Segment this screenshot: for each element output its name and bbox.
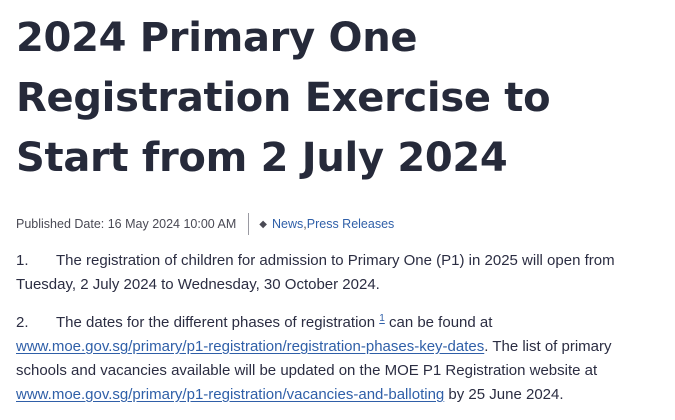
article bbox=[16, 8, 666, 407]
article-meta bbox=[16, 213, 666, 235]
tag-separator: , bbox=[303, 217, 307, 231]
paragraph-2 bbox=[16, 311, 666, 407]
tag-icon: ◆ bbox=[259, 218, 267, 230]
paragraph-text: . The list of primary schools and vacancies available will be updated on the MOE P1 Registration website at bbox=[16, 338, 612, 379]
page-title: 2024 Primary One Registration Exercise to Start from 2 July 2024 bbox=[16, 15, 551, 181]
paragraph-text: The registration of children for admission to Primary One (P1) in 2025 will open from Tuesday, 2 July 2024 to Wednesday, 30 October 2024. bbox=[16, 252, 615, 293]
paragraph-text: The dates for the different phases of registration bbox=[56, 314, 380, 331]
paragraph-1 bbox=[16, 249, 666, 297]
tag-link-news[interactable]: News bbox=[272, 217, 304, 231]
paragraph-text: can be found at bbox=[384, 314, 493, 331]
tag-link-press-releases[interactable]: Press Releases bbox=[306, 217, 395, 231]
footnote-link[interactable]: 1 bbox=[379, 313, 385, 324]
paragraph-number: 1. bbox=[16, 252, 29, 269]
vacancies-balloting-link[interactable]: www.moe.gov.sg/primary/p1-registration/vacancies-and-balloting bbox=[16, 386, 445, 403]
meta-divider bbox=[248, 213, 249, 235]
published-date: Published Date: 16 May 2024 10:00 AM bbox=[16, 217, 237, 231]
registration-phases-link[interactable]: www.moe.gov.sg/primary/p1-registration/registration-phases-key-dates bbox=[16, 338, 485, 355]
paragraph-number: 2. bbox=[16, 314, 29, 331]
paragraph-text: by 25 June 2024. bbox=[444, 386, 564, 403]
